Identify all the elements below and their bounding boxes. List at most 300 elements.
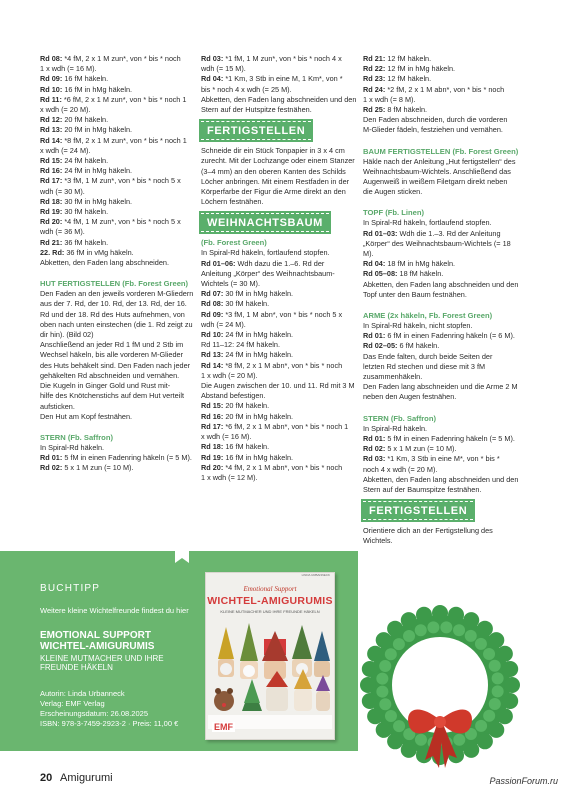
text-line: Rd und der 18. Rd des Huts aufnehmen, von <box>40 309 185 319</box>
wreath-leaf-inner <box>385 648 397 660</box>
spacer <box>40 422 195 426</box>
spacer <box>363 197 523 201</box>
text-line <box>40 463 195 473</box>
line-text: 24 fM in hMg häkeln. <box>62 166 133 176</box>
wreath-leaf-inner <box>403 630 415 642</box>
text-line <box>201 54 358 64</box>
line-text: *8 fM, 2 x 1 M abn*, von * bis * noch <box>223 360 343 370</box>
wreath-leaf-inner <box>492 685 504 697</box>
bold-label: Rd 14: <box>201 360 224 370</box>
section-heading-stern-subtitle: (Fb. Saffron) <box>65 432 113 442</box>
line-text: wdh (= 15 M). <box>201 64 246 74</box>
line-text: *6 fM, 2 x 1 M abn*, von * bis * noch 1 <box>223 421 349 431</box>
bold-label: Rd 09: <box>40 74 63 84</box>
book-isbn-price: ISBN: 978-3-7459-2923-2 · Preis: 11,00 € <box>40 719 179 728</box>
book-author: Autorin: Linda Urbanneck <box>40 689 125 698</box>
bold-label: Rd 02: <box>363 444 386 454</box>
bold-label: Rd 01: <box>363 433 386 443</box>
section-heading-stern <box>40 433 195 443</box>
bold-label: Rd 23: <box>363 74 386 84</box>
section-heading-topf <box>363 208 523 218</box>
text-line <box>363 372 523 382</box>
text-line <box>40 176 195 186</box>
text-line <box>363 249 523 259</box>
book-subtitle-line-2: FREUNDE HÄKELN <box>40 663 113 672</box>
text-line <box>40 166 195 176</box>
wreath-leaf <box>504 677 520 693</box>
text-line: aufsticken. <box>40 401 75 411</box>
wreath-leaf-inner <box>415 624 427 636</box>
bold-label: Rd 17: <box>40 176 63 186</box>
line-text: Abketten, den Faden lang abschneiden. <box>40 258 170 268</box>
text-line <box>363 352 523 362</box>
bold-label: Rd 15: <box>40 156 63 166</box>
line-text: 18 fM in hMg häkeln. <box>385 259 456 269</box>
line-text: 5 fM in einen Fadenring häkeln (= 5 M). <box>385 433 515 443</box>
bold-label: Rd 10: <box>40 84 63 94</box>
line-text: 5 x 1 M zun (= 10 M). <box>385 444 457 454</box>
line-text: Wichtels (= 30 M). <box>201 279 260 289</box>
banner-fertigstellen-2: FERTIGSTELLEN <box>363 501 473 520</box>
bold-label: Rd 13: <box>201 350 224 360</box>
text-line <box>363 269 523 279</box>
line-text: 20 fM häkeln. <box>62 115 109 125</box>
text-line: des Huts behäkelt sind. Den Faden nach jeder <box>40 360 191 370</box>
watermark: PassionForum.ru <box>489 776 558 786</box>
wreath-leaf-inner <box>440 621 452 633</box>
bold-label: Rd 02–05: <box>363 341 398 351</box>
page-number: 20 <box>40 772 53 784</box>
line-text: x wdh (= 20 M). <box>40 105 91 115</box>
text-line: Orientiere dich an der Fertigstellung des <box>363 526 493 536</box>
text-line <box>201 361 358 371</box>
line-text: x wdh (= 24 M). <box>40 145 91 155</box>
text-line <box>363 105 523 115</box>
bold-label: Rd 01–06: <box>201 258 236 268</box>
line-text: *3 fM, 1 M abn*, von * bis * noch 5 x <box>223 309 343 319</box>
bold-label: Rd 12: <box>40 115 63 125</box>
line-text: 30 fM häkeln. <box>62 207 109 217</box>
book-title-line-2: WICHTEL-AMIGURUMIS <box>40 641 155 652</box>
section-heading-stern-2-subtitle: (Fb. Saffron) <box>388 413 436 423</box>
line-text: M-Glieder fädeln, festziehen und vernähen. <box>363 125 503 135</box>
line-text: 12 fM häkeln. <box>385 74 432 84</box>
line-text: 6 fM in einen Fadenring häkeln (= 6 M). <box>385 331 515 341</box>
line-text: Den Faden abschneiden, durch die vorderen <box>363 115 508 125</box>
line-text: letzten Rd stechen und diese mit 3 fM <box>363 361 486 371</box>
text-line <box>201 248 358 258</box>
book-title-line-1: EMOTIONAL SUPPORT <box>40 630 151 641</box>
bold-label: Rd 22: <box>363 64 386 74</box>
line-text: 5 x 1 M zun (= 10 M). <box>62 463 134 473</box>
bold-label: Rd 20: <box>40 217 63 227</box>
text-line <box>201 412 358 422</box>
line-text: Rd 11–12: 24 fM häkeln. <box>201 340 280 350</box>
line-text: 16 fM häkeln. <box>62 74 109 84</box>
text-line <box>363 485 523 495</box>
bold-label: Rd 11: <box>40 94 62 104</box>
text-line: Löchern festnähen. <box>201 197 264 207</box>
section-heading-baum-fertig <box>363 147 523 157</box>
line-text: 12 fM in hMg häkeln. <box>385 64 456 74</box>
line-text: „Körper“ des Weihnachtsbaum-Wichtels (= 18 <box>363 238 511 248</box>
text-line <box>201 463 358 473</box>
book-title <box>40 630 190 652</box>
text-line <box>363 280 523 290</box>
text-line <box>363 444 523 454</box>
line-text: In Spiral-Rd häkeln. <box>363 423 428 433</box>
text-line <box>363 392 523 402</box>
bold-label: Rd 09: <box>201 309 224 319</box>
column-1 <box>40 54 195 474</box>
bold-label: Rd 08: <box>201 299 224 309</box>
wreath-leaf <box>502 661 518 677</box>
line-text: *1 Km, 3 Stb in eine M, 1 Km*, von * <box>223 74 343 84</box>
line-text: *1 Km, 3 Stb in eine M*, von * bis * <box>385 454 500 464</box>
text-line <box>201 259 358 269</box>
text-line <box>201 340 358 350</box>
bold-label: Rd 16: <box>201 411 224 421</box>
line-text: Den Faden lang abschneiden und die Arme 2 M <box>363 382 518 392</box>
line-text: Das Ende falten, durch beide Seiten der <box>363 351 493 361</box>
text-line: Die Kugeln in Ginger Gold und Rust mit- <box>40 381 171 391</box>
bold-label: Rd 08: <box>40 54 63 63</box>
line-text: Abketten, den Faden lang abschneiden und den <box>363 474 519 484</box>
section-heading-arme <box>363 311 523 321</box>
line-text: Abstand befestigen. <box>201 391 266 401</box>
text-line <box>363 74 523 84</box>
wreath-leaf-inner <box>489 698 501 710</box>
section-name: Amigurumi <box>60 772 113 784</box>
text-line <box>40 227 195 237</box>
wreath-leaf <box>367 708 383 724</box>
text-line <box>40 248 195 258</box>
wreath-leaf-inner <box>492 672 504 684</box>
line-text: bis * noch 4 x wdh (= 25 M). <box>201 84 292 94</box>
text-line <box>40 105 195 115</box>
bold-label: Rd 04: <box>363 259 386 269</box>
wreath-leaf <box>387 621 403 637</box>
bold-label: Rd 13: <box>40 125 63 135</box>
line-text: 30 fM häkeln. <box>223 299 270 309</box>
wreath-leaf <box>387 733 403 749</box>
section-heading-arme-subtitle: (2x häkeln, Fb. Forest Green) <box>385 311 493 321</box>
line-text: *4 fM, 1 M zun*, von * bis * noch 5 x <box>62 217 181 227</box>
wreath-leaf-inner <box>465 630 477 642</box>
text-line: Anschließend an jeder Rd 1 fM und 2 Stb im <box>40 340 184 350</box>
bold-label: Rd 19: <box>201 452 224 462</box>
text-line <box>201 432 358 442</box>
text-line <box>363 465 523 475</box>
section-heading-arme-label: ARME <box>363 311 386 321</box>
wreath-leaf <box>488 632 504 648</box>
text-line <box>201 401 358 411</box>
text-line <box>363 259 523 269</box>
column-3 <box>363 54 523 547</box>
text-line: (3–4 mm) an den oberen Kanten des Schilds <box>201 166 346 176</box>
book-release-date: Erscheinungsdatum: 26.08.2025 <box>40 709 148 718</box>
line-text: 16 fM in hMg häkeln. <box>223 452 294 462</box>
text-line <box>40 146 195 156</box>
bold-label: 22. Rd: <box>40 247 65 257</box>
text-line: Wichtels. <box>363 536 393 546</box>
text-line <box>40 85 195 95</box>
section-heading-baum-color: (Fb. Forest Green) <box>201 238 267 248</box>
line-text: 6 fM häkeln. <box>397 341 440 351</box>
wreath-leaf <box>488 722 504 738</box>
section-heading-stern-2-label: STERN <box>363 413 389 423</box>
text-line <box>201 279 358 289</box>
text-line <box>363 229 523 239</box>
text-line <box>363 362 523 372</box>
text-line <box>40 443 195 453</box>
text-line <box>201 391 358 401</box>
line-text: In Spiral-Rd häkeln, nicht stopfen. <box>363 321 473 331</box>
wreath-leaf <box>448 607 464 623</box>
bold-label: Rd 07: <box>201 289 224 299</box>
wreath-leaf <box>477 621 493 637</box>
wreath-leaf-inner <box>415 734 427 746</box>
line-text: Die Augen zwischen der 10. und 11. Rd mit 3 M <box>201 381 355 391</box>
line-text: wdh (= 24 M). <box>201 319 246 329</box>
gnome-figures-illustration <box>206 621 334 731</box>
spacer <box>363 136 523 140</box>
text-line: Wechsel häkeln, bis alle vorderen M-Glieder <box>40 350 184 360</box>
book-cover-script-title: Emotional Support <box>243 585 297 593</box>
spacer <box>40 268 195 272</box>
wreath-leaf-inner <box>453 624 465 636</box>
text-line: zurecht. Mit der Lochzange oder einem Stanzer <box>201 156 355 166</box>
text-line <box>363 54 523 64</box>
text-line <box>201 422 358 432</box>
text-line <box>201 330 358 340</box>
text-line <box>363 341 523 351</box>
text-line <box>363 64 523 74</box>
wreath-leaf <box>463 612 479 628</box>
line-text: Stern auf der Baumspitze festnähen. <box>363 484 482 494</box>
text-line: Augenweiß in weißem Filetgarn direkt neben <box>363 177 508 187</box>
line-text: Stern auf der Hutspitze festnähen. <box>201 105 312 115</box>
banner-fertigstellen: FERTIGSTELLEN <box>201 121 311 140</box>
column-2 <box>201 54 358 483</box>
line-text: Abketten, den Faden lang abschneiden und den <box>201 94 357 104</box>
line-text: In Spiral-Rd häkeln, fortlaufend stopfen. <box>201 248 330 258</box>
wreath-leaf <box>432 605 448 621</box>
wreath-leaf-inner <box>385 710 397 722</box>
bold-label: Rd 18: <box>40 196 63 206</box>
text-line <box>40 238 195 248</box>
text-line <box>201 442 358 452</box>
bold-label: Rd 14: <box>40 135 63 145</box>
bold-label: Rd 03: <box>363 454 386 464</box>
buchtipp-intro: Weitere kleine Wichtelfreunde findest du hier <box>40 606 189 615</box>
line-text: 5 fM in einen Fadenring häkeln (= 5 M). <box>62 453 192 463</box>
bold-label: Rd 21: <box>40 237 63 247</box>
line-text: 16 fM in hMg häkeln. <box>62 84 133 94</box>
book-publisher: Verlag: EMF Verlag <box>40 699 105 708</box>
line-text: Topf unter den Baum festnähen. <box>363 289 467 299</box>
line-text: noch 4 x wdh (= 20 M). <box>363 464 438 474</box>
line-text: *6 fM, 2 x 1 M zun*, von * bis * noch 1 <box>61 94 187 104</box>
line-text: 30 fM in hMg häkeln. <box>223 289 294 299</box>
bookmark-notch-icon <box>175 551 189 565</box>
section-heading-baum-fertig-label: BAUM FERTIGSTELLEN <box>363 146 451 156</box>
text-line <box>201 269 358 279</box>
bold-label: Rd 01–03: <box>363 228 398 238</box>
line-text: 16 fM häkeln. <box>223 442 270 452</box>
text-line <box>40 125 195 135</box>
text-line <box>363 424 523 434</box>
line-text: M). <box>363 249 374 259</box>
wreath-leaf <box>360 677 376 693</box>
wreath-leaf-inner <box>376 673 388 685</box>
text-line <box>363 290 523 300</box>
text-line <box>201 74 358 84</box>
bold-label: Rd 15: <box>201 401 224 411</box>
text-line <box>201 105 358 115</box>
wreath-leaf <box>362 693 378 709</box>
section-heading-hut-subtitle: (Fb. Forest Green) <box>120 279 189 289</box>
line-text: wdh (= 30 M). <box>40 186 85 196</box>
book-meta <box>40 689 178 729</box>
wreath-leaf-inner <box>393 720 405 732</box>
banner-weihnachtsbaum-wrap <box>201 207 358 238</box>
section-heading-stern-2 <box>363 414 523 424</box>
text-line <box>40 74 195 84</box>
christmas-wreath-illustration <box>355 600 525 770</box>
line-text: 20 fM häkeln. <box>223 401 270 411</box>
line-text: wdh (= 36 M). <box>40 227 85 237</box>
text-line <box>40 156 195 166</box>
line-text: 1 x wdh (= 8 M). <box>363 94 416 104</box>
section-heading-topf-label: TOPF <box>363 208 384 218</box>
text-line <box>201 453 358 463</box>
text-line <box>40 64 195 74</box>
bold-label: Rd 17: <box>201 421 224 431</box>
text-line <box>40 217 195 227</box>
text-line <box>363 85 523 95</box>
line-text: 24 fM häkeln. <box>62 156 109 166</box>
text-line: die Augen sticken. <box>363 187 423 197</box>
text-line <box>363 331 523 341</box>
text-line <box>40 54 195 64</box>
text-line <box>201 381 358 391</box>
wreath-leaf-inner <box>393 638 405 650</box>
text-line: aus der 7. Rd, der 10. Rd, der 13. Rd, der 16. <box>40 299 187 309</box>
text-line <box>40 95 195 105</box>
text-line: Häkle nach der Anleitung „Hut fertigstellen“ des <box>363 156 516 166</box>
book-cover-subtitle: KLEINE MUTMACHER UND IHRE FREUNDE HÄKELN <box>220 609 320 614</box>
text-line <box>363 218 523 228</box>
bold-label: Rd 05–08: <box>363 269 398 279</box>
book-subtitle <box>40 654 190 672</box>
line-text: 8 fM häkeln. <box>385 105 428 115</box>
line-text: zusammenhäkeln. <box>363 372 423 382</box>
text-line: Schneide dir ein Stück Tonpapier in 3 x 4 cm <box>201 146 345 156</box>
line-text: In Spiral-Rd häkeln, fortlaufend stopfen. <box>363 218 492 228</box>
text-line <box>201 371 358 381</box>
spacer <box>363 300 523 304</box>
text-line: Den Faden an den jeweils vorderen M-Gliedern <box>40 289 194 299</box>
line-text: 36 fM häkeln. <box>62 237 109 247</box>
section-heading-hut <box>40 279 195 289</box>
text-line <box>363 239 523 249</box>
line-text: *1 fM, 1 M zun*, von * bis * noch 4 x <box>223 54 342 63</box>
bow-knot <box>434 716 446 728</box>
section-heading-stern-label: STERN <box>40 432 66 442</box>
wreath-leaf <box>497 646 513 662</box>
banner-weihnachtsbaum: WEIHNACHTSBAUM <box>201 213 329 232</box>
wreath-leaf-inner <box>453 734 465 746</box>
text-line <box>363 475 523 485</box>
bold-label: Rd 01: <box>40 453 63 463</box>
line-text: 1 x wdh (= 12 M). <box>201 472 258 482</box>
wreath-leaf <box>416 607 432 623</box>
line-text: 36 fM in vMg häkeln. <box>64 247 134 257</box>
text-line <box>40 115 195 125</box>
line-text: 12 fM häkeln. <box>385 54 432 63</box>
text-line <box>363 125 523 135</box>
wreath-leaf <box>401 612 417 628</box>
line-text: 24 fM in hMg häkeln. <box>223 330 294 340</box>
line-text: neben den Augen festnähen. <box>363 392 457 402</box>
book-cover-image <box>205 572 335 740</box>
line-text: 20 fM in hMg häkeln. <box>62 125 133 135</box>
text-line <box>363 382 523 392</box>
bold-label: Rd 16: <box>40 166 63 176</box>
wreath-leaf-inner <box>427 621 439 633</box>
text-line: Körperfarbe der Figur die Arme direkt an den <box>201 187 346 197</box>
book-subtitle-line-1: KLEINE MUTMACHER UND IHRE <box>40 654 164 663</box>
bold-label: Rd 24: <box>363 84 386 94</box>
bold-label: Rd 21: <box>363 54 386 63</box>
line-text: 30 fM in hMg häkeln. <box>62 196 133 206</box>
wreath-leaf <box>463 742 479 758</box>
text-line: Weihnachtsbaum-Wichtels. Anschließend das <box>363 166 511 176</box>
section-heading-topf-subtitle: (Fb. Linen) <box>383 208 425 218</box>
line-text: x wdh (= 16 M). <box>201 432 252 442</box>
wreath-leaf <box>367 646 383 662</box>
bold-label: Rd 02: <box>40 463 63 473</box>
spacer <box>363 403 523 407</box>
section-heading-baum-fertig-subtitle: (Fb. Forest Green) <box>450 146 519 156</box>
text-line <box>201 85 358 95</box>
text-line <box>363 321 523 331</box>
wreath-leaf <box>376 722 392 738</box>
text-line <box>363 454 523 464</box>
text-line: oben nach unten einstechen (die 1. Rd zeigt zu <box>40 319 193 329</box>
line-text: Wdh dazu die 1.–6. Rd der <box>235 258 325 268</box>
wreath-leaf <box>497 708 513 724</box>
book-cover-title: WICHTEL-AMIGURUMIS <box>207 595 333 607</box>
text-line: dir hin). (Bild 02) <box>40 330 94 340</box>
line-text: *2 fM, 2 x 1 M abn*, von * bis * noch <box>385 84 505 94</box>
wreath-leaf <box>502 693 518 709</box>
wreath-leaf-inner <box>379 660 391 672</box>
wreath-leaf <box>376 632 392 648</box>
line-text: 24 fM in hMg häkeln. <box>223 350 294 360</box>
line-text: Anleitung „Körper“ des Weihnachtsbaum- <box>201 268 335 278</box>
text-line <box>363 434 523 444</box>
text-line <box>40 187 195 197</box>
text-line <box>201 95 358 105</box>
wreath-leaf-inner <box>489 660 501 672</box>
text-line <box>201 320 358 330</box>
bold-label: Rd 01: <box>363 331 386 341</box>
publisher-logo: EMF <box>214 722 233 732</box>
text-line: Löcher anbringen. Mit einem Restfaden in der <box>201 176 350 186</box>
bold-label: Rd 19: <box>40 207 63 217</box>
